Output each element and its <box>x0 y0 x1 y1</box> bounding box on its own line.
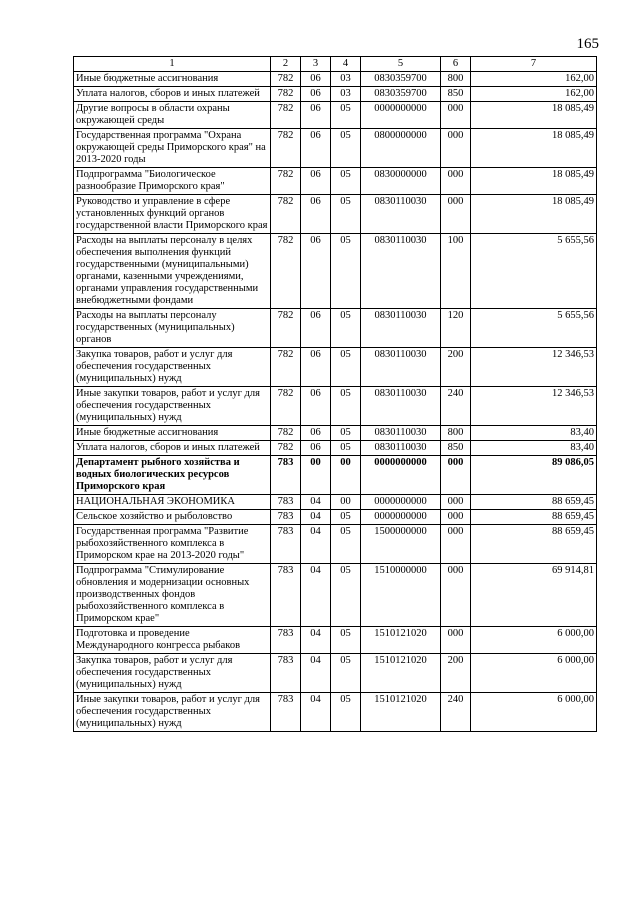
code-cell-3: 06 <box>301 348 331 387</box>
amount-cell: 18 085,49 <box>471 129 597 168</box>
table-row <box>74 426 597 441</box>
amount-cell: 88 659,45 <box>471 525 597 564</box>
header-cell-7: 7 <box>471 57 597 72</box>
code-cell-6: 000 <box>441 456 471 495</box>
code-cell-6: 200 <box>441 348 471 387</box>
code-cell-3: 06 <box>301 87 331 102</box>
table-row <box>74 102 597 129</box>
code-cell-3: 06 <box>301 309 331 348</box>
expense-name-cell: Расходы на выплаты персоналу в целях обеспечения выполнения функций государственными (муниципальными) органами, казенными учреждениями, органами управления государственными внебюджетными фондами <box>74 234 271 309</box>
header-cell-6: 6 <box>441 57 471 72</box>
code-cell-3: 06 <box>301 426 331 441</box>
code-cell-4: 05 <box>331 654 361 693</box>
expense-name-cell: Подготовка и проведение Международного конгресса рыбаков <box>74 627 271 654</box>
table-row <box>74 654 597 693</box>
code-cell-5: 0830110030 <box>361 195 441 234</box>
code-cell-2: 782 <box>271 426 301 441</box>
code-cell-6: 850 <box>441 87 471 102</box>
code-cell-4: 05 <box>331 195 361 234</box>
code-cell-2: 782 <box>271 87 301 102</box>
code-cell-5: 0000000000 <box>361 456 441 495</box>
code-cell-6: 200 <box>441 654 471 693</box>
code-cell-5: 0830110030 <box>361 426 441 441</box>
expense-name-cell: Подпрограмма "Биологическое разнообразие Приморского края" <box>74 168 271 195</box>
code-cell-3: 00 <box>301 456 331 495</box>
code-cell-2: 782 <box>271 387 301 426</box>
code-cell-2: 783 <box>271 495 301 510</box>
expense-name-cell: Руководство и управление в сфере установленных функций органов государственной власти Приморского края <box>74 195 271 234</box>
code-cell-4: 05 <box>331 387 361 426</box>
code-cell-4: 05 <box>331 348 361 387</box>
header-cell-4: 4 <box>331 57 361 72</box>
code-cell-3: 04 <box>301 693 331 732</box>
header-cell-1: 1 <box>74 57 271 72</box>
code-cell-5: 0000000000 <box>361 510 441 525</box>
code-cell-6: 000 <box>441 195 471 234</box>
table-row <box>74 72 597 87</box>
code-cell-5: 0830000000 <box>361 168 441 195</box>
code-cell-6: 100 <box>441 234 471 309</box>
code-cell-4: 05 <box>331 441 361 456</box>
code-cell-3: 06 <box>301 102 331 129</box>
table-row <box>74 234 597 309</box>
code-cell-5: 0000000000 <box>361 102 441 129</box>
code-cell-6: 000 <box>441 129 471 168</box>
code-cell-2: 783 <box>271 456 301 495</box>
table-row <box>74 510 597 525</box>
expense-name-cell: Иные закупки товаров, работ и услуг для обеспечения государственных (муниципальных) нужд <box>74 387 271 426</box>
code-cell-4: 05 <box>331 693 361 732</box>
code-cell-4: 05 <box>331 168 361 195</box>
table-row <box>74 564 597 627</box>
code-cell-2: 783 <box>271 564 301 627</box>
amount-cell: 6 000,00 <box>471 654 597 693</box>
code-cell-6: 000 <box>441 627 471 654</box>
expense-name-cell: Иные бюджетные ассигнования <box>74 426 271 441</box>
expense-name-cell: Другие вопросы в области охраны окружающей среды <box>74 102 271 129</box>
code-cell-5: 0830110030 <box>361 348 441 387</box>
amount-cell: 6 000,00 <box>471 627 597 654</box>
code-cell-5: 1510121020 <box>361 627 441 654</box>
amount-cell: 162,00 <box>471 87 597 102</box>
code-cell-3: 04 <box>301 654 331 693</box>
table-row <box>74 348 597 387</box>
code-cell-2: 783 <box>271 654 301 693</box>
code-cell-3: 06 <box>301 387 331 426</box>
amount-cell: 5 655,56 <box>471 234 597 309</box>
table-row <box>74 441 597 456</box>
code-cell-2: 782 <box>271 348 301 387</box>
code-cell-2: 782 <box>271 129 301 168</box>
code-cell-2: 782 <box>271 168 301 195</box>
department-total-row <box>74 456 597 495</box>
expense-name-cell: Департамент рыбного хозяйства и водных биологических ресурсов Приморского края <box>74 456 271 495</box>
code-cell-6: 800 <box>441 426 471 441</box>
amount-cell: 162,00 <box>471 72 597 87</box>
code-cell-6: 000 <box>441 168 471 195</box>
expense-name-cell: Уплата налогов, сборов и иных платежей <box>74 87 271 102</box>
table-row <box>74 168 597 195</box>
expense-name-cell: Закупка товаров, работ и услуг для обеспечения государственных (муниципальных) нужд <box>74 654 271 693</box>
code-cell-3: 06 <box>301 72 331 87</box>
table-row <box>74 627 597 654</box>
header-row <box>74 57 597 72</box>
code-cell-6: 000 <box>441 495 471 510</box>
amount-cell: 5 655,56 <box>471 309 597 348</box>
table-row <box>74 693 597 732</box>
table-row <box>74 195 597 234</box>
expense-name-cell: НАЦИОНАЛЬНАЯ ЭКОНОМИКА <box>74 495 271 510</box>
code-cell-4: 05 <box>331 102 361 129</box>
code-cell-6: 000 <box>441 564 471 627</box>
amount-cell: 89 086,05 <box>471 456 597 495</box>
expense-name-cell: Сельское хозяйство и рыболовство <box>74 510 271 525</box>
code-cell-3: 06 <box>301 168 331 195</box>
code-cell-4: 00 <box>331 456 361 495</box>
code-cell-2: 782 <box>271 234 301 309</box>
code-cell-6: 240 <box>441 693 471 732</box>
code-cell-5: 1510000000 <box>361 564 441 627</box>
amount-cell: 83,40 <box>471 441 597 456</box>
table-row <box>74 87 597 102</box>
code-cell-5: 1510121020 <box>361 654 441 693</box>
code-cell-6: 800 <box>441 72 471 87</box>
code-cell-4: 03 <box>331 87 361 102</box>
header-cell-2: 2 <box>271 57 301 72</box>
code-cell-6: 000 <box>441 102 471 129</box>
amount-cell: 88 659,45 <box>471 510 597 525</box>
code-cell-6: 850 <box>441 441 471 456</box>
code-cell-3: 04 <box>301 525 331 564</box>
code-cell-4: 05 <box>331 525 361 564</box>
budget-table <box>73 56 597 732</box>
code-cell-6: 240 <box>441 387 471 426</box>
code-cell-2: 782 <box>271 72 301 87</box>
table-row <box>74 129 597 168</box>
amount-cell: 18 085,49 <box>471 168 597 195</box>
table-row <box>74 525 597 564</box>
code-cell-5: 0000000000 <box>361 495 441 510</box>
code-cell-4: 00 <box>331 495 361 510</box>
code-cell-6: 000 <box>441 525 471 564</box>
code-cell-5: 0830110030 <box>361 387 441 426</box>
code-cell-5: 0830359700 <box>361 72 441 87</box>
expense-name-cell: Подпрограмма "Стимулирование обновления и модернизации основных производственных фондов рыбохозяйственного комплекса в Приморском крае" <box>74 564 271 627</box>
code-cell-5: 0830110030 <box>361 234 441 309</box>
expense-name-cell: Иные бюджетные ассигнования <box>74 72 271 87</box>
code-cell-5: 0830110030 <box>361 441 441 456</box>
amount-cell: 12 346,53 <box>471 348 597 387</box>
table-row <box>74 309 597 348</box>
code-cell-3: 04 <box>301 510 331 525</box>
code-cell-2: 782 <box>271 102 301 129</box>
code-cell-6: 120 <box>441 309 471 348</box>
code-cell-4: 05 <box>331 234 361 309</box>
code-cell-3: 06 <box>301 441 331 456</box>
amount-cell: 18 085,49 <box>471 102 597 129</box>
expense-name-cell: Уплата налогов, сборов и иных платежей <box>74 441 271 456</box>
code-cell-4: 05 <box>331 426 361 441</box>
code-cell-3: 04 <box>301 495 331 510</box>
amount-cell: 88 659,45 <box>471 495 597 510</box>
expense-name-cell: Иные закупки товаров, работ и услуг для обеспечения государственных (муниципальных) нужд <box>74 693 271 732</box>
code-cell-4: 03 <box>331 72 361 87</box>
amount-cell: 6 000,00 <box>471 693 597 732</box>
code-cell-2: 783 <box>271 525 301 564</box>
expense-name-cell: Расходы на выплаты персоналу государственных (муниципальных) органов <box>74 309 271 348</box>
code-cell-3: 06 <box>301 129 331 168</box>
code-cell-3: 06 <box>301 195 331 234</box>
expense-name-cell: Государственная программа "Развитие рыбохозяйственного комплекса в Приморском крае на 2013-2020 годы" <box>74 525 271 564</box>
table-row <box>74 495 597 510</box>
code-cell-4: 05 <box>331 564 361 627</box>
code-cell-5: 0830359700 <box>361 87 441 102</box>
expense-name-cell: Закупка товаров, работ и услуг для обеспечения государственных (муниципальных) нужд <box>74 348 271 387</box>
expense-name-cell: Государственная программа "Охрана окружающей среды Приморского края" на 2013-2020 годы <box>74 129 271 168</box>
code-cell-2: 783 <box>271 693 301 732</box>
amount-cell: 12 346,53 <box>471 387 597 426</box>
code-cell-4: 05 <box>331 309 361 348</box>
code-cell-3: 04 <box>301 564 331 627</box>
code-cell-5: 0830110030 <box>361 309 441 348</box>
code-cell-5: 0800000000 <box>361 129 441 168</box>
code-cell-4: 05 <box>331 129 361 168</box>
table-row <box>74 387 597 426</box>
amount-cell: 69 914,81 <box>471 564 597 627</box>
code-cell-2: 782 <box>271 195 301 234</box>
code-cell-2: 782 <box>271 309 301 348</box>
header-cell-3: 3 <box>301 57 331 72</box>
code-cell-2: 783 <box>271 627 301 654</box>
code-cell-2: 782 <box>271 441 301 456</box>
code-cell-3: 06 <box>301 234 331 309</box>
amount-cell: 83,40 <box>471 426 597 441</box>
code-cell-2: 783 <box>271 510 301 525</box>
code-cell-6: 000 <box>441 510 471 525</box>
code-cell-4: 05 <box>331 627 361 654</box>
code-cell-5: 1500000000 <box>361 525 441 564</box>
page-number: 165 <box>576 36 599 52</box>
code-cell-3: 04 <box>301 627 331 654</box>
code-cell-5: 1510121020 <box>361 693 441 732</box>
code-cell-4: 05 <box>331 510 361 525</box>
amount-cell: 18 085,49 <box>471 195 597 234</box>
header-cell-5: 5 <box>361 57 441 72</box>
